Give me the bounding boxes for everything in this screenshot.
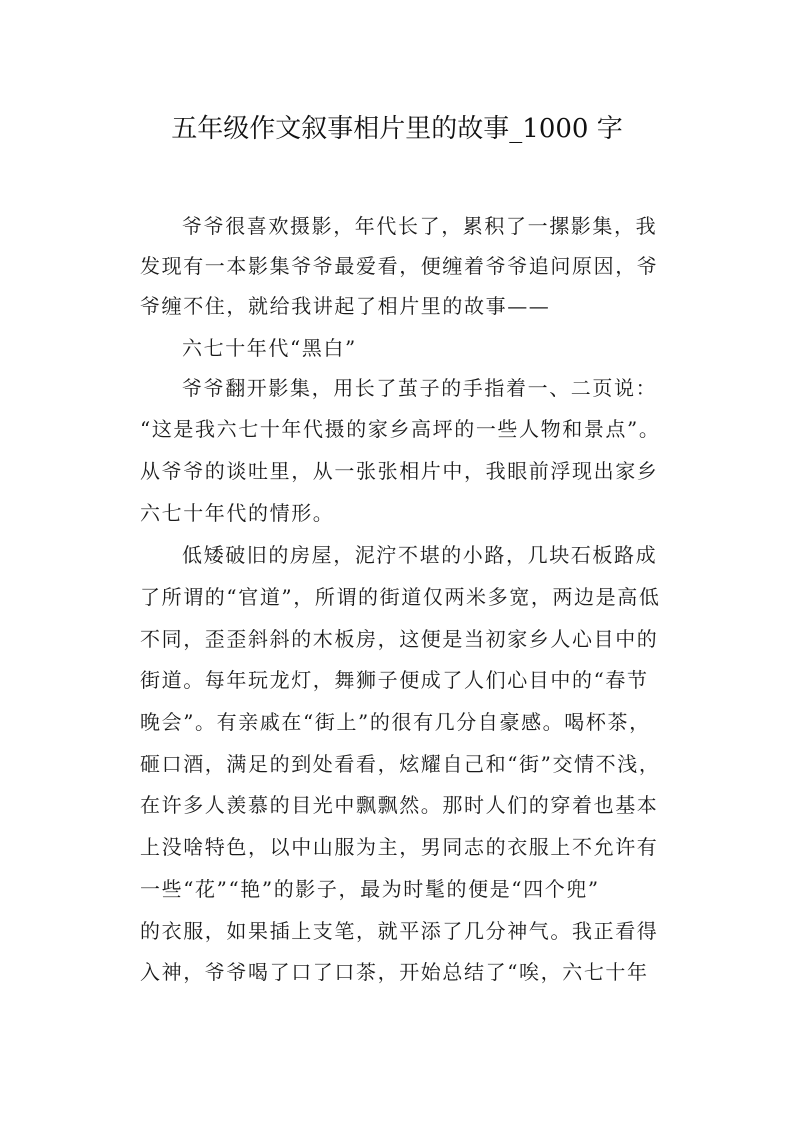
body-line: 入神，爷爷喝了口了口茶，开始总结了“唉，六七十年 [140,960,649,984]
body-line: 发现有一本影集爷爷最爱看，便缠着爷爷追问原因，爷 [140,254,659,278]
body-line: 上没啥特色，以中山服为主，男同志的衣服上不允许有 [140,835,659,859]
body-line: 从爷爷的谈吐里，从一张张相片中，我眼前浮现出家乡 [140,459,659,483]
body-line: 在许多人羡慕的目光中飘飘然。那时人们的穿着也基本 [140,793,659,817]
body-line: 街道。每年玩龙灯，舞狮子便成了人们心目中的“春节 [140,668,649,692]
body-line: 爷缠不住，就给我讲起了相片里的故事—— [140,294,551,318]
body-line: 低矮破旧的房屋，泥泞不堪的小路，几块石板路成 [182,543,658,567]
body-line: 了所谓的“官道”，所谓的街道仅两米多宽，两边是高低 [140,585,661,609]
body-line: 砸口酒，满足的到处看看，炫耀自己和“街”交情不浅， [140,752,661,776]
body-line: 的衣服，如果插上支笔，就平添了几分神气。我正看得 [140,919,659,943]
body-line: “这是我六七十年代摄的家乡高坪的一些人物和景点”。 [140,417,661,441]
body-line: 爷爷翻开影集，用长了茧子的手指着一、二页说： [182,376,658,400]
document-title: 五年级作文叙事相片里的故事_1000 字 [171,114,623,144]
body-line: 爷爷很喜欢摄影，年代长了，累积了一摞影集，我 [182,214,658,238]
body-line: 晚会”。有亲戚在“街上”的很有几分自豪感。喝杯茶， [140,710,651,734]
body-line: 六七十年代“黑白” [182,336,357,360]
body-line: 一些“花”“艳”的影子，最为时髦的便是“四个兜” [140,877,600,901]
body-line: 六七十年代的情形。 [140,501,335,525]
body-line: 不同，歪歪斜斜的木板房，这便是当初家乡人心目中的 [140,627,659,651]
